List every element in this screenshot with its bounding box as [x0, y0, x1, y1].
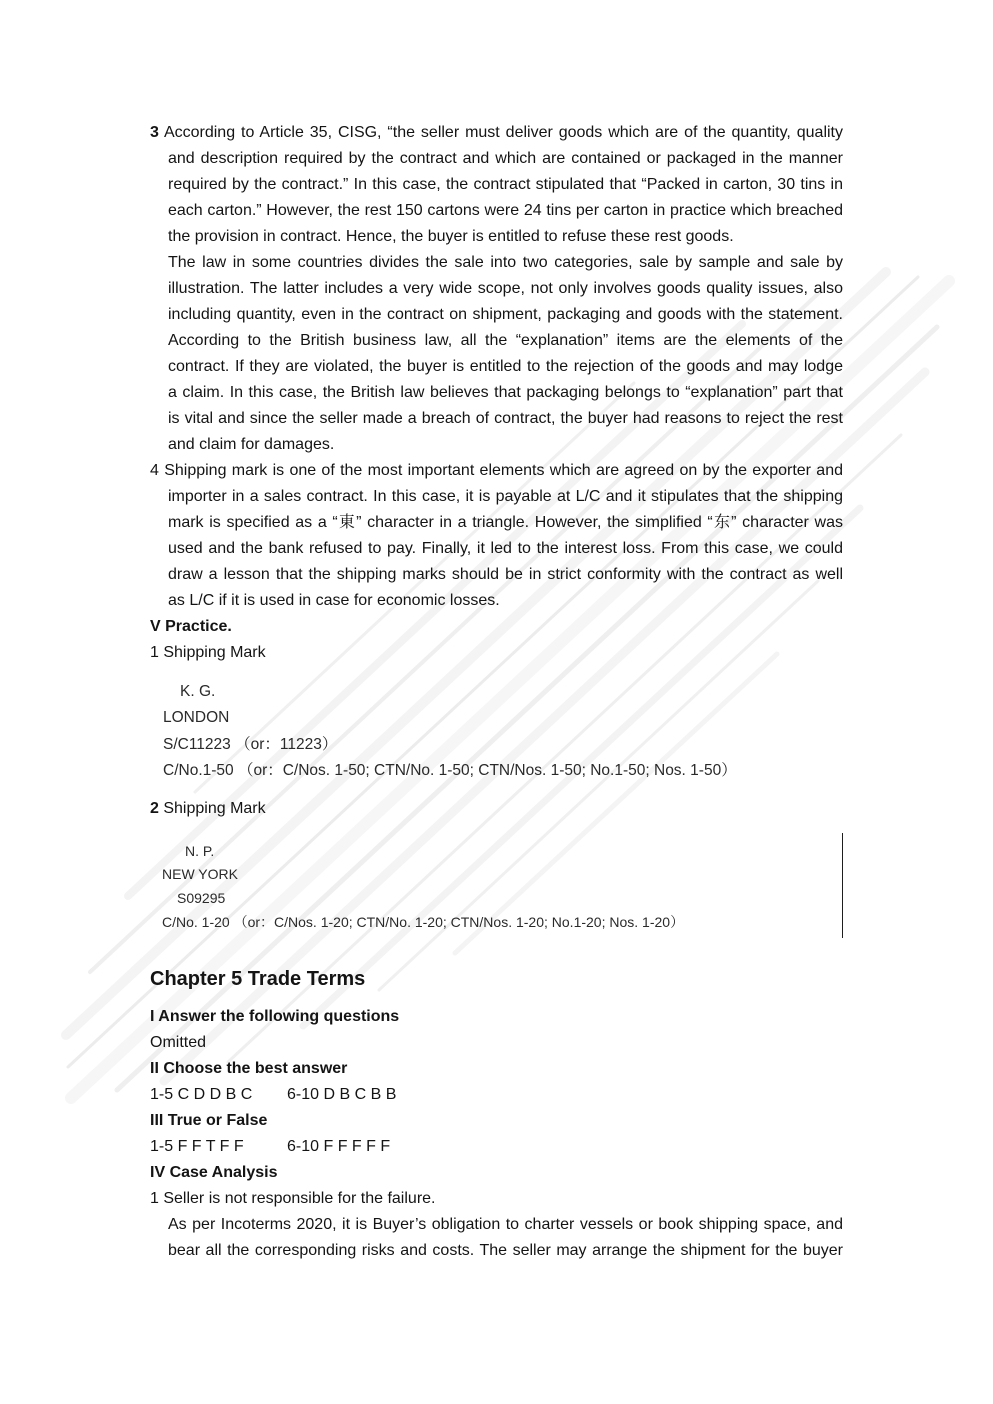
- answer-item-4: [150, 458, 843, 614]
- item-number: 2: [150, 800, 159, 817]
- answer-group: 6-10 F F F F F: [287, 1138, 391, 1155]
- line-text: Shipping Mark: [163, 800, 266, 817]
- item-number: 3: [150, 124, 159, 141]
- question-heading-4: IV Case Analysis: [150, 1164, 278, 1181]
- shipping-mark-line: C/No. 1-20 （or：C/Nos. 1-20; CTN/No. 1-20; CTN/Nos. 1-20; No.1-20; Nos. 1-20）: [162, 913, 685, 930]
- answer-group: 6-10 D B C B B: [287, 1086, 397, 1103]
- text-line: [150, 796, 843, 822]
- text-line: including quantity, even in the contract on shipment, packaging and goods with the statement.: [168, 306, 843, 323]
- question-heading-3: III True or False: [150, 1112, 268, 1129]
- text-line: used and the bank refused to pay. Finally, it led to the interest loss. From this case, we could: [168, 540, 843, 557]
- text-line: each carton.” However, the rest 150 cartons were 24 tins per carton in practice which breached: [168, 202, 843, 219]
- shipping-mark-line: N. P.: [185, 842, 215, 859]
- text-line: draw a lesson that the shipping marks should be in strict conformity with the contract as well: [168, 566, 843, 583]
- text-line: importer in a sales contract. In this case, it is payable at L/C and it stipulates that the shipping: [168, 488, 843, 505]
- shipping-mark-line: S/C11223 （or：11223）: [163, 735, 338, 753]
- case-analysis-answers: [150, 120, 843, 666]
- text-line: as L/C if it is used in case for economic losses.: [168, 592, 500, 609]
- text-line: the provision in contract. Hence, the buyer is entitled to refuse these rest goods.: [168, 228, 734, 245]
- answer-row: [150, 1134, 843, 1160]
- vertical-rule: [842, 833, 843, 938]
- line-text: According to Article 35, CISG, “the seller must deliver goods which are of the quantity, quality: [163, 124, 844, 141]
- question-heading-1: I Answer the following questions: [150, 1008, 400, 1025]
- question-heading-2: II Choose the best answer: [150, 1060, 348, 1077]
- text-line: is vital and since the seller made a breach of contract, the buyer had reasons to reject the rest: [168, 410, 843, 427]
- text-line: As per Incoterms 2020, it is Buyer’s obligation to charter vessels or book shipping space, and: [168, 1216, 843, 1233]
- shipping-mark-line: LONDON: [163, 709, 230, 727]
- shipping-mark-1-title: 1 Shipping Mark: [150, 644, 266, 661]
- shipping-mark-line: S09295: [177, 890, 226, 906]
- shipping-mark-line: K. G.: [180, 683, 216, 700]
- shipping-mark-1: [150, 679, 843, 784]
- shipping-mark-line: C/No.1-50 （or：C/Nos. 1-50; CTN/No. 1-50; CTN/Nos. 1-50; No.1-50; Nos. 1-50）: [163, 761, 737, 779]
- chapter-title: Chapter 5 Trade Terms: [150, 968, 366, 990]
- text-line: contract. If they are violated, the buyer is entitled to the rejection of the goods and may lodge: [168, 358, 843, 375]
- chapter-5-answers: [150, 1004, 843, 1264]
- shipping-mark-line: NEW YORK: [162, 866, 238, 883]
- shipping-mark-2: [150, 840, 843, 935]
- text-line: The law in some countries divides the sale into two categories, sale by sample and sale by: [168, 254, 843, 271]
- text-line: 4 Shipping mark is one of the most important elements which are agreed on by the exporter and: [150, 462, 843, 479]
- text-line: mark is specified as a “東” character in a triangle. However, the simplified “东” character was: [168, 514, 843, 531]
- text-line: illustration. The latter includes a very wide scope, not only involves goods quality issues, also: [168, 280, 843, 297]
- answer-text: Omitted: [150, 1034, 207, 1051]
- shipping-mark-2-title: [150, 796, 843, 822]
- text-line: a claim. In this case, the British law believes that packaging belongs to “explanation” part that: [168, 384, 843, 401]
- answer-row: [150, 1082, 843, 1108]
- text-line: and claim for damages.: [168, 436, 335, 453]
- case-statement: 1 Seller is not responsible for the failure.: [150, 1190, 436, 1207]
- text-line: [150, 120, 843, 146]
- text-line: required by the contract.” In this case, the contract stipulated that “Packed in carton, 30 tins in: [168, 176, 843, 193]
- answer-group: 1-5 C D D B C: [150, 1086, 253, 1103]
- text-line: According to the British business law, all the “explanation” items are the elements of the: [168, 332, 843, 349]
- answer-item-3: [150, 120, 843, 458]
- section-heading-practice: V Practice.: [150, 618, 232, 635]
- answer-group: 1-5 F F T F F: [150, 1138, 244, 1155]
- text-line: bear all the corresponding risks and costs. The seller may arrange the shipment for the buyer: [168, 1242, 843, 1259]
- text-line: and description required by the contract and which are contained or packaged in the manner: [168, 150, 843, 167]
